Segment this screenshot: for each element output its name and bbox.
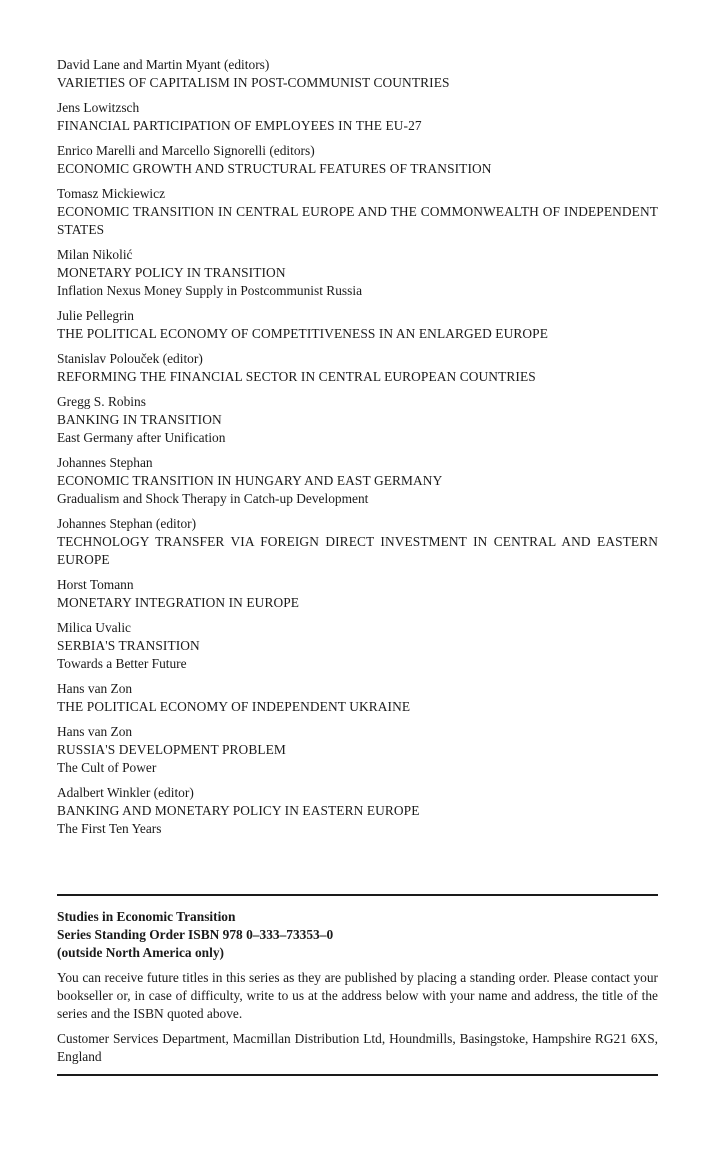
book-subtitle: The Cult of Power bbox=[57, 760, 157, 775]
book-title: MONETARY POLICY IN TRANSITION bbox=[57, 265, 286, 280]
book-author: Johannes Stephan (editor) bbox=[57, 516, 197, 531]
book-author: Adalbert Winkler (editor) bbox=[57, 785, 194, 800]
book-subtitle: East Germany after Unification bbox=[57, 430, 226, 445]
book-author: Milan Nikolić bbox=[57, 247, 133, 262]
book-title: ECONOMIC GROWTH AND STRUCTURAL FEATURES OF TRANSITION bbox=[57, 161, 492, 176]
book-entry bbox=[57, 142, 658, 178]
book-entry bbox=[57, 185, 658, 239]
book-title: BANKING IN TRANSITION bbox=[57, 412, 222, 427]
series-name: Studies in Economic Transition bbox=[57, 909, 236, 924]
book-entry bbox=[57, 784, 658, 838]
book-title: THE POLITICAL ECONOMY OF INDEPENDENT UKRAINE bbox=[57, 699, 411, 714]
standing-order-instructions: You can receive future titles in this series as they are published by placing a standing order. Please contact your bookseller or, in case of difficulty, write to us at the address below with your name and address, the title of the series and the ISBN quoted above. bbox=[57, 970, 658, 1021]
book-entry bbox=[57, 619, 658, 673]
book-author: David Lane and Martin Myant (editors) bbox=[57, 57, 270, 72]
book-entry bbox=[57, 576, 658, 612]
book-title: VARIETIES OF CAPITALISM IN POST-COMMUNIST COUNTRIES bbox=[57, 75, 450, 90]
book-author: Horst Tomann bbox=[57, 577, 134, 592]
book-author: Julie Pellegrin bbox=[57, 308, 134, 323]
book-title: MONETARY INTEGRATION IN EUROPE bbox=[57, 595, 300, 610]
book-title: BANKING AND MONETARY POLICY IN EASTERN EUROPE bbox=[57, 803, 420, 818]
series-standing-order-box bbox=[57, 894, 658, 1076]
book-subtitle: The First Ten Years bbox=[57, 821, 162, 836]
book-author: Hans van Zon bbox=[57, 724, 133, 739]
book-author: Johannes Stephan bbox=[57, 455, 153, 470]
book-author: Milica Uvalic bbox=[57, 620, 131, 635]
book-title: ECONOMIC TRANSITION IN CENTRAL EUROPE AND THE COMMONWEALTH OF INDEPENDENT STATES bbox=[57, 204, 658, 237]
book-author: Stanislav Polouček (editor) bbox=[57, 351, 203, 366]
customer-services-address: Customer Services Department, Macmillan Distribution Ltd, Houndmills, Basingstoke, Hampshire RG21 6XS, England bbox=[57, 1031, 658, 1064]
book-title: ECONOMIC TRANSITION IN HUNGARY AND EAST GERMANY bbox=[57, 473, 443, 488]
book-author: Tomasz Mickiewicz bbox=[57, 186, 166, 201]
book-author: Hans van Zon bbox=[57, 681, 133, 696]
book-entry bbox=[57, 680, 658, 716]
book-title: SERBIA'S TRANSITION bbox=[57, 638, 200, 653]
book-title: REFORMING THE FINANCIAL SECTOR IN CENTRAL EUROPEAN COUNTRIES bbox=[57, 369, 536, 384]
book-entry bbox=[57, 307, 658, 343]
book-title: FINANCIAL PARTICIPATION OF EMPLOYEES IN THE EU-27 bbox=[57, 118, 422, 133]
book-title: TECHNOLOGY TRANSFER VIA FOREIGN DIRECT INVESTMENT IN CENTRAL AND EASTERN EUROPE bbox=[57, 534, 658, 567]
book-entry bbox=[57, 350, 658, 386]
book-author: Jens Lowitzsch bbox=[57, 100, 140, 115]
book-author: Gregg S. Robins bbox=[57, 394, 146, 409]
book-entry bbox=[57, 56, 658, 92]
book-subtitle: Gradualism and Shock Therapy in Catch-up Development bbox=[57, 491, 369, 506]
book-subtitle: Inflation Nexus Money Supply in Postcommunist Russia bbox=[57, 283, 363, 298]
book-author: Enrico Marelli and Marcello Signorelli (editors) bbox=[57, 143, 315, 158]
book-entry bbox=[57, 246, 658, 300]
book-subtitle: Towards a Better Future bbox=[57, 656, 187, 671]
book-entry bbox=[57, 393, 658, 447]
book-entry bbox=[57, 515, 658, 569]
book-title: THE POLITICAL ECONOMY OF COMPETITIVENESS IN AN ENLARGED EUROPE bbox=[57, 326, 548, 341]
series-isbn: Series Standing Order ISBN 978 0–333–73353–0 bbox=[57, 927, 334, 942]
book-title: RUSSIA'S DEVELOPMENT PROBLEM bbox=[57, 742, 286, 757]
series-region-note: (outside North America only) bbox=[57, 945, 224, 960]
book-entry bbox=[57, 723, 658, 777]
book-entry bbox=[57, 99, 658, 135]
book-entry bbox=[57, 454, 658, 508]
book-list bbox=[57, 56, 658, 845]
